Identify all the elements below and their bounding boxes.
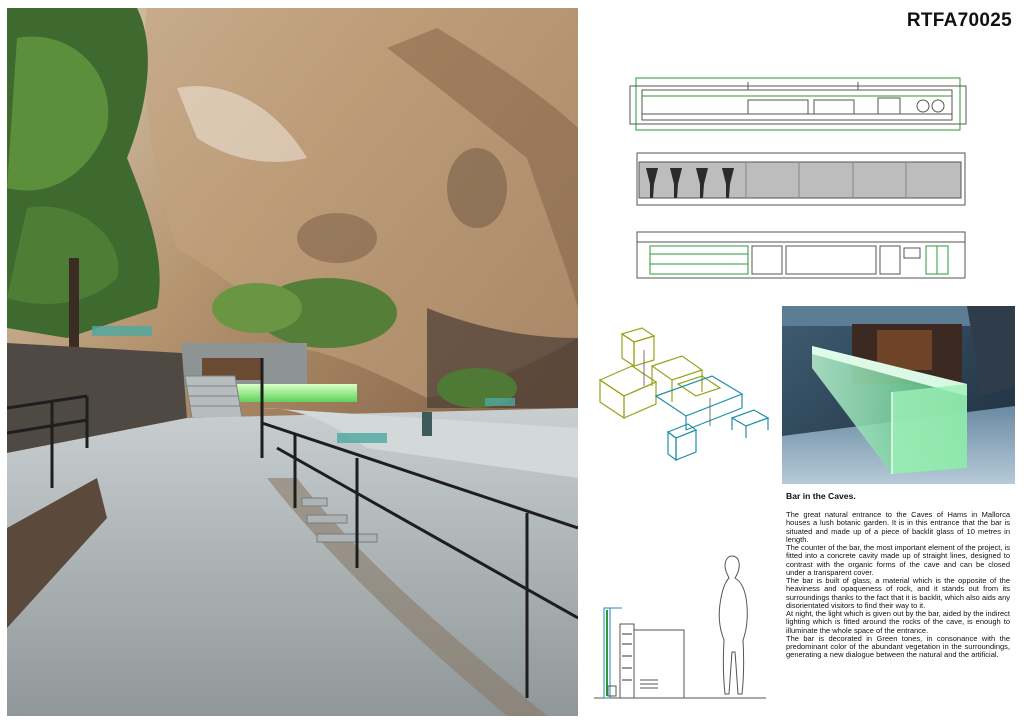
description-paragraph: At night, the light which is given out by the bar, aided by the indirect lighting which is fitted around the rocks of the cave, is enough to illuminate the whole space of the entrance. [786, 609, 1010, 635]
bar-axonometric [592, 326, 772, 462]
description-paragraph: The great natural entrance to the Caves of Hams in Mallorca houses a lush botanic garden. It is in this entrance that the bar is situated and made up of a piece of backlit glass of 10 metres in length. [786, 510, 1010, 544]
description-paragraph: The bar is built of glass, a material which is the opposite of the heaviness and opaqueness of rock, and it stands out from its surroundings thanks to the fact that it is backlit, which also aids any disorientated visitors to find their way to it. [786, 576, 1010, 610]
bar-plan-drawing [628, 74, 968, 134]
description-body [786, 511, 1010, 660]
bar-front-elevation [636, 152, 966, 206]
illuminated-glass-bar-photo [782, 306, 1015, 484]
description-title: Bar in the Caves. [786, 491, 856, 501]
description-paragraph: The counter of the bar, the most important element of the project, is fitted into a concrete cavity made up of straight lines, designed to contrast with the organic forms of the cave and can be closed under a transparent cover. [786, 543, 1010, 577]
sheet-code: RTFA70025 [906, 10, 1012, 31]
cave-entrance-photo [7, 8, 578, 716]
bar-section-with-figure [592, 548, 768, 708]
bar-rear-elevation [636, 228, 966, 280]
description-paragraph: The bar is decorated in Green tones, in consonance with the predominant color of the abundant vegetation in the surroundings, generating a new dialogue between the natural and the artificial. [786, 633, 1010, 660]
